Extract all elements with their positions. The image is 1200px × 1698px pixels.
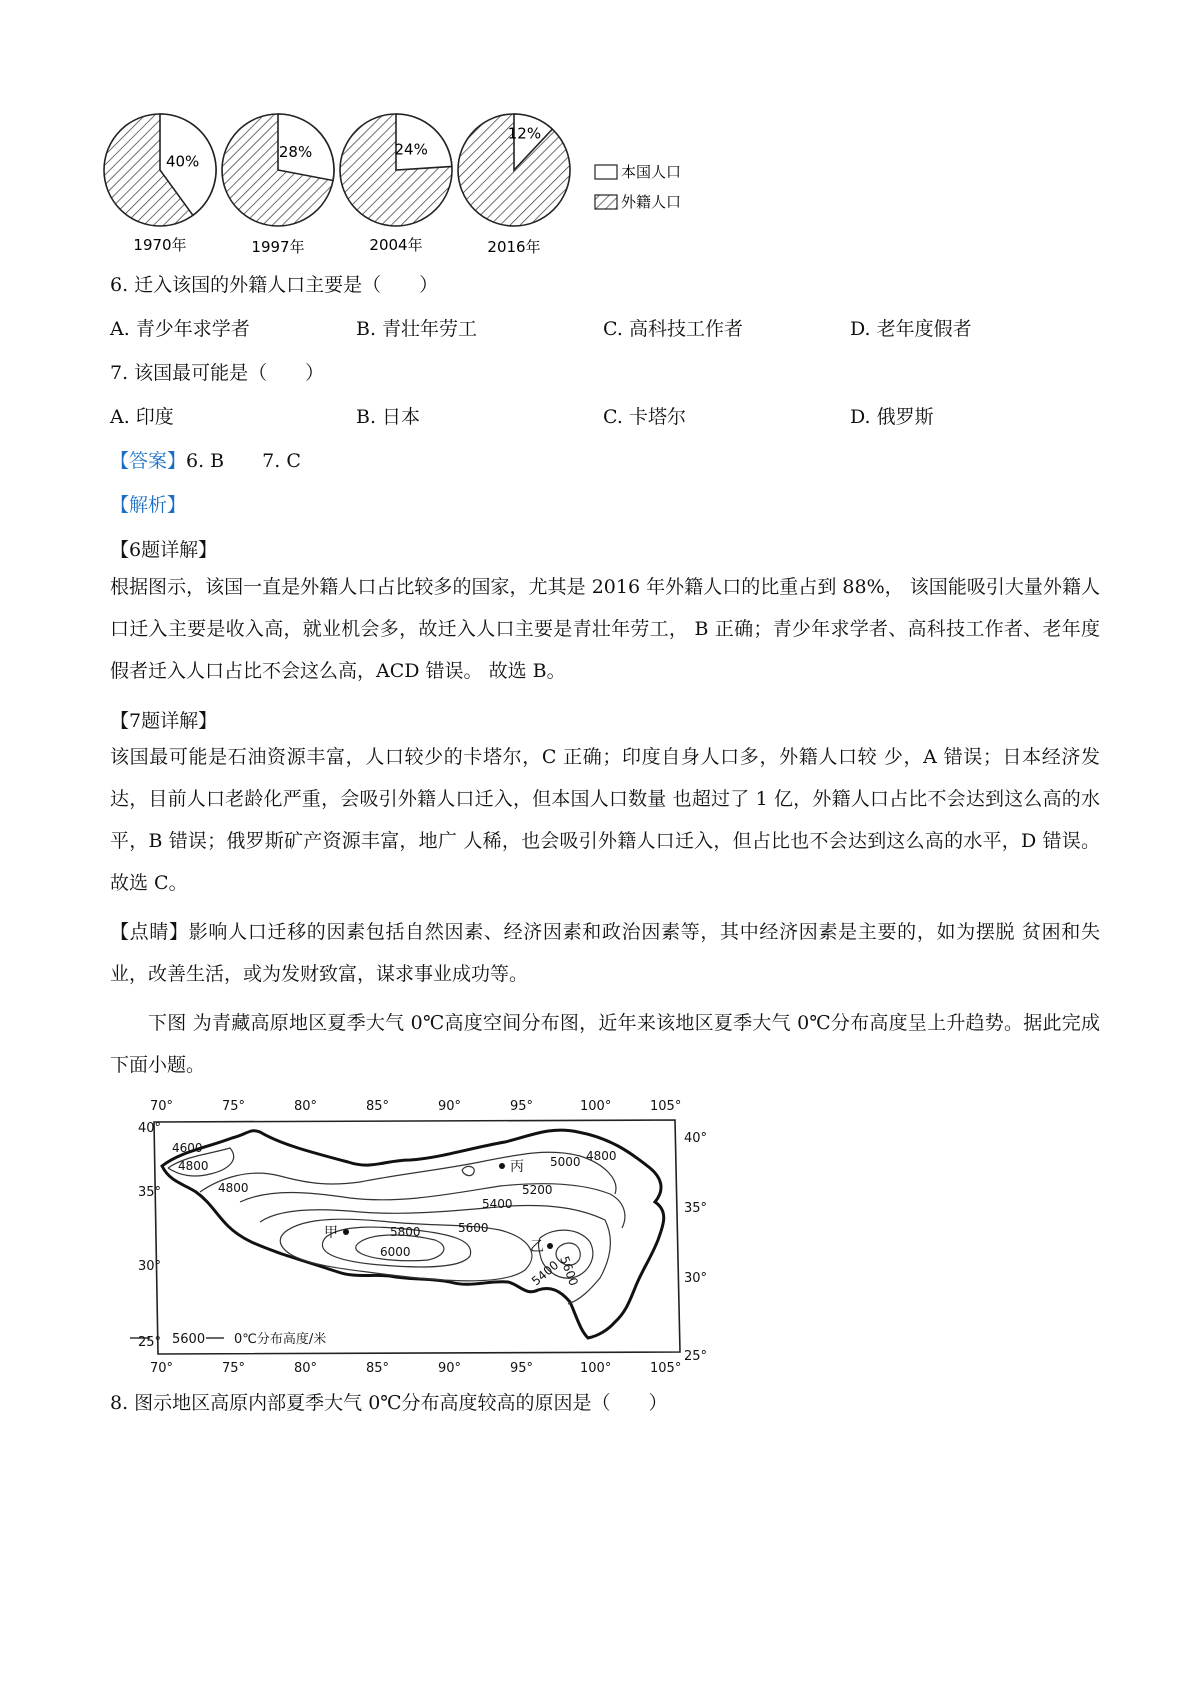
pie-percent-label-1: 28% bbox=[278, 143, 313, 162]
intro-paragraph: 下图 为青藏高原地区夏季大气 0℃高度空间分布图，近年来该地区夏季大气 0℃分布高度呈上升趋势。据此完成下面小题。 bbox=[110, 1012, 1100, 1076]
legend-foreign-label: 外籍人口 bbox=[621, 193, 682, 211]
lat-left-30: 30° bbox=[138, 1259, 162, 1274]
pie-year-label-2: 2004年 bbox=[369, 236, 423, 254]
answer-label: 【答案】 bbox=[110, 450, 187, 472]
lat-left-35: 35° bbox=[138, 1185, 162, 1200]
q6-option-c: C. 高科技工作者 bbox=[603, 318, 743, 340]
lon-bottom-100: 100° bbox=[580, 1361, 612, 1376]
contour-label-4600: 4600 bbox=[172, 1141, 203, 1155]
analysis-label: 【解析】 bbox=[110, 494, 187, 516]
lon-bottom-75: 75° bbox=[222, 1361, 246, 1376]
pie-percent-label-0: 40% bbox=[165, 152, 200, 171]
place-label-jia: 甲 bbox=[324, 1225, 338, 1241]
contour-label-5600-b: 5600 bbox=[557, 1254, 581, 1288]
contour-label-6000: 6000 bbox=[380, 1245, 411, 1259]
contour-label-5400-a: 5400 bbox=[482, 1197, 513, 1211]
pie-legend bbox=[595, 163, 681, 211]
lon-bottom-95: 95° bbox=[510, 1361, 534, 1376]
lon-top-100: 100° bbox=[580, 1099, 612, 1114]
answer-text: 6. B 7. C bbox=[186, 450, 301, 472]
q6-option-b: B. 青壮年劳工 bbox=[356, 318, 478, 340]
q6-option-d: D. 老年度假者 bbox=[850, 318, 972, 340]
lon-bottom-80: 80° bbox=[294, 1361, 318, 1376]
tip-body: 影响人口迁移的因素包括自然因素、经济因素和政治因素等，其中经济因素是主要的，如为摆脱 贫困和失业，改善生活，或为发财致富，谋求事业成功等。 bbox=[110, 921, 1100, 985]
contour-label-4800-b: 4800 bbox=[218, 1181, 249, 1195]
pie-year-label-0: 1970年 bbox=[133, 236, 187, 254]
lon-bottom-105: 105° bbox=[650, 1361, 682, 1376]
lat-right-30: 30° bbox=[684, 1271, 708, 1286]
contour-label-4800-c: 4800 bbox=[586, 1149, 617, 1163]
q7-option-a: A. 印度 bbox=[110, 406, 174, 428]
legend-foreign-swatch bbox=[595, 195, 617, 209]
lon-top-80: 80° bbox=[294, 1099, 318, 1114]
legend-contour-text: 0℃分布高度/米 bbox=[234, 1332, 327, 1347]
pie-percent-label-2: 24% bbox=[394, 140, 428, 159]
contour-label-5000: 5000 bbox=[550, 1155, 581, 1169]
lon-top-70: 70° bbox=[150, 1099, 174, 1114]
place-dot-jia bbox=[343, 1229, 349, 1235]
pie-chart-figure bbox=[100, 110, 820, 270]
pie-year-label-3: 2016年 bbox=[487, 238, 541, 256]
lon-top-75: 75° bbox=[222, 1099, 246, 1114]
legend-native-swatch bbox=[595, 165, 617, 179]
q7-option-c: C. 卡塔尔 bbox=[603, 406, 686, 428]
detail-7-body: 该国最可能是石油资源丰富，人口较少的卡塔尔，C 正确；印度自身人口多，外籍人口较 少，A 错误；日本经济发达，目前人口老龄化严重，会吸引外籍人口迁入，但本国人口数量 也超过了 1 亿，外籍人口占比不会达到这么高的水平，B 错误；俄罗斯矿产资源丰富，地广 人稀，也会吸引外籍人口迁入，但占比也不会达到这么高的水平，D 错误。故选 C。 bbox=[110, 746, 1100, 894]
lat-left-40: 40° bbox=[138, 1121, 162, 1136]
contour-label-5200: 5200 bbox=[522, 1183, 553, 1197]
pie-year-label-1: 1997年 bbox=[251, 238, 305, 256]
place-dot-bing bbox=[499, 1163, 505, 1169]
contour-label-4800-a: 4800 bbox=[178, 1159, 209, 1173]
lon-bottom-90: 90° bbox=[438, 1361, 462, 1376]
lon-bottom-85: 85° bbox=[366, 1361, 390, 1376]
detail-6-title: 【6题详解】 bbox=[110, 539, 218, 561]
legend-native-label: 本国人口 bbox=[621, 163, 682, 181]
lon-bottom-70: 70° bbox=[150, 1361, 174, 1376]
legend-contour-value: 5600 bbox=[172, 1332, 206, 1347]
q7-option-b: B. 日本 bbox=[356, 406, 421, 428]
tip-label: 【点睛】 bbox=[110, 921, 189, 943]
answer-line bbox=[110, 446, 301, 473]
lat-right-25: 25° bbox=[684, 1349, 708, 1364]
contour-label-5400-b: 5400 bbox=[528, 1257, 562, 1289]
lon-top-95: 95° bbox=[510, 1099, 534, 1114]
detail-6-body: 根据图示，该国一直是外籍人口占比较多的国家，尤其是 2016 年外籍人口的比重占到 88%， 该国能吸引大量外籍人口迁入主要是收入高，就业机会多，故迁入人口主要是青壮年劳工， B 正确；青少年求学者、高科技工作者、老年度假者迁入人口占比不会这么高，ACD 错误。 故选 B。 bbox=[110, 576, 1100, 682]
question-8-stem: 8. 图示地区高原内部夏季大气 0℃分布高度较高的原因是（ ） bbox=[110, 1392, 668, 1414]
place-label-bing: 丙 bbox=[510, 1159, 524, 1175]
lat-right-35: 35° bbox=[684, 1201, 708, 1216]
lon-top-105: 105° bbox=[650, 1099, 682, 1114]
lon-top-90: 90° bbox=[438, 1099, 462, 1114]
detail-7-title: 【7题详解】 bbox=[110, 710, 218, 732]
place-label-yi: 乙 bbox=[530, 1239, 544, 1255]
lat-left-25: 25° bbox=[138, 1335, 162, 1350]
tibet-plateau-map bbox=[110, 1090, 730, 1380]
lat-right-40: 40° bbox=[684, 1131, 708, 1146]
tip-paragraph bbox=[110, 911, 1100, 995]
question-7-stem: 7. 该国最可能是（ ） bbox=[110, 362, 325, 384]
contour-label-5600-a: 5600 bbox=[458, 1221, 489, 1235]
lon-top-85: 85° bbox=[366, 1099, 390, 1114]
place-dot-yi bbox=[547, 1243, 553, 1249]
map-legend bbox=[172, 1331, 326, 1347]
contour-label-5800: 5800 bbox=[390, 1225, 421, 1239]
q7-option-d: D. 俄罗斯 bbox=[850, 406, 934, 428]
question-6-stem: 6. 迁入该国的外籍人口主要是（ ） bbox=[110, 274, 439, 296]
pie-percent-label-3: 12% bbox=[507, 124, 542, 143]
q6-option-a: A. 青少年求学者 bbox=[110, 318, 250, 340]
